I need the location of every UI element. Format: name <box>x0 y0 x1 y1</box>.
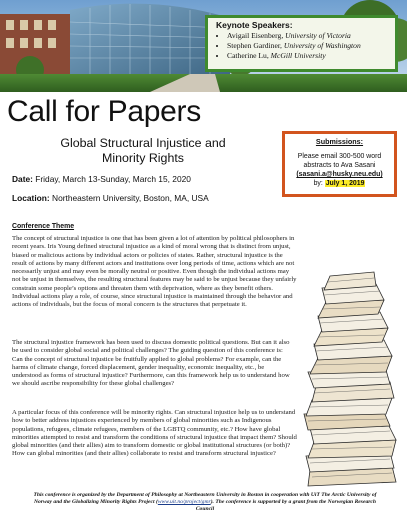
footer-text: ). The conference is supported by a grant from the Norwegian Research Council <box>195 499 377 512</box>
footer-text: ( <box>154 499 158 505</box>
location-line <box>12 193 209 203</box>
speaker-affiliation: McGill University <box>270 51 326 60</box>
deadline-date: July 1, 2019 <box>325 180 365 187</box>
speaker-affiliation: University of Washington <box>283 41 361 50</box>
speaker-item <box>227 51 389 61</box>
submission-email-link[interactable]: (sasani.a@husky.neu.edu) <box>296 171 383 178</box>
location-value: Northeastern University, Boston, MA, USA <box>52 193 209 203</box>
footer-text: at Northeastern University in Boston in cooperation with UiT The Arctic University of Norway and the <box>33 492 377 505</box>
footer-dept: Department of Philosophy <box>116 492 178 498</box>
deadline-prefix: by: <box>313 180 325 187</box>
speaker-item <box>227 31 389 41</box>
footer-note <box>25 492 385 513</box>
submissions-heading: Submissions: <box>315 137 364 146</box>
location-label: Location: <box>12 193 50 203</box>
date-label: Date: <box>12 174 33 184</box>
keynote-heading: Keynote Speakers: <box>216 20 293 30</box>
theme-paragraph: A particular focus of this conference will be minority rights. Can structural injustice help us to understand how to better address injustices experienced by members of global minorities such as Indigenous populations, refugees, climate refugees, members of the LGBTQ community, etc.? How have global minorities attempted to resist and transform the conditions of structural injustice that impact them? Should global minorities (and their allies) aim to transform domestic or global institutional structures (or both)? How can global minorities (and their allies) collaborate to resist and transform structural injustice? <box>12 409 297 458</box>
keynote-speakers-box <box>205 15 398 72</box>
speaker-item <box>227 41 389 51</box>
speaker-name: Stephen Gardiner, <box>227 41 284 50</box>
date-value: Friday, March 13-Sunday, March 15, 2020 <box>35 174 191 184</box>
page-title: Call for Papers <box>7 95 201 128</box>
submissions-instructions: Please email 300-500 word abstracts to Ava Sasani <box>297 153 382 169</box>
deadline-line <box>289 179 390 188</box>
speaker-affiliation: University of Victoria <box>285 31 351 40</box>
paper-stack-illustration <box>300 270 404 490</box>
theme-paragraph: The concept of structural injustice is one that has been given a lot of attention by political philosophers in recent years. Iris Young defined structural injustice as a kind of moral wrong that is distinct from unjust, biased or malicious actions by individual actors or policies of states. Rather, structural injustice is the result of actions by many different actors and institutions over long periods of time, actions which are not necessarily unjust and may even be morally neutral or positive. Even though the individual actions may not be unjust in themselves, the resulting structural features may be said to be unjust because they unfairly constrain some people’s options and threaten them with deprivation, where as they benefit others. Individual actions play a role, of course, since structural injustice is maintained through the behavior and actions of individuals, but the focus of moral concern is the structures that perpetuate it. <box>12 235 297 309</box>
keynote-speaker-list <box>216 31 389 61</box>
conference-subtitle: Global Structural Injustice and Minority Rights <box>60 136 226 165</box>
speaker-name: Catherine Lu, <box>227 51 271 60</box>
footer-link[interactable]: www.uit.no/project/gmr <box>157 499 211 505</box>
footer-project: Globalizing Minority Rights Project <box>72 499 155 505</box>
submissions-box <box>282 131 397 197</box>
speaker-name: Avigail Eisenberg, <box>227 31 286 40</box>
theme-paragraph: The structural injustice framework has been used to discuss domestic political questions. But can it also be used to consider global social and political challenges? The guiding question of this conference is: Can the concept of structural injustice be fruitfully applied to global problems? For example, can the harms of climate change, forced displacement, gender inequality, economic inequality, etc., be understood as forms of structural injustice? Furthermore, can this framework help us to understand how we should ascribe responsibility for these global challenges? <box>12 339 290 388</box>
footer-text: This conference is organized by the <box>33 492 117 498</box>
date-line <box>12 174 191 184</box>
conference-theme-heading: Conference Theme <box>12 223 75 230</box>
